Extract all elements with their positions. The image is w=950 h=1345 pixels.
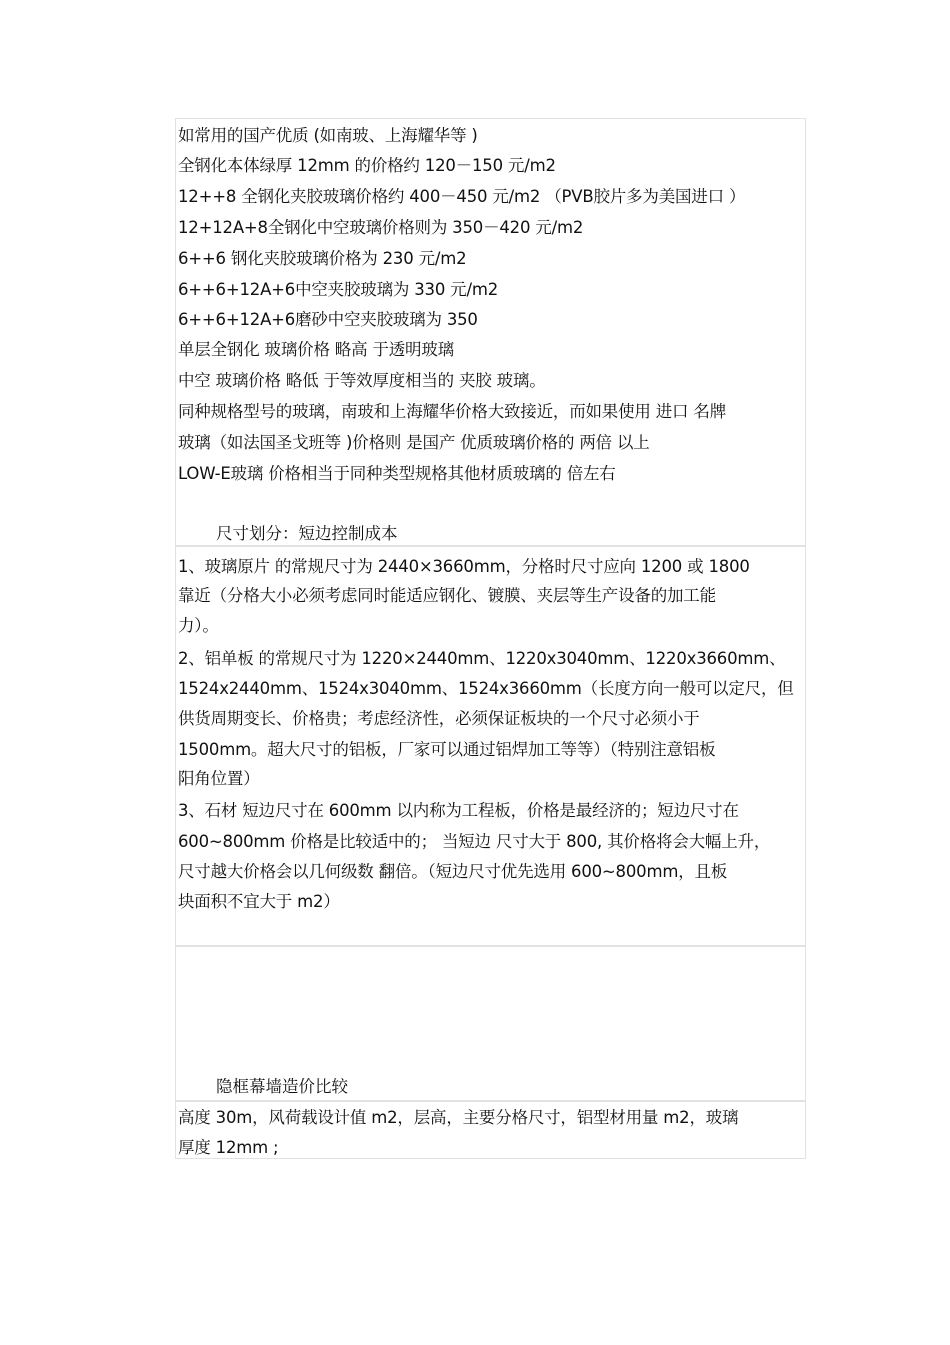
price-line-6: 6++6+12A+6中空夹胶玻璃为 330 元/m2 <box>178 280 498 299</box>
size-line-8: 阳角位置） <box>178 769 260 788</box>
hidden-frame-line-2: 厚度 12mm ; <box>178 1138 279 1157</box>
size-line-1: 1、玻璃原片 的常规尺寸为 2440×3660mm，分格时尺寸应向 1200 或 1800 <box>178 557 750 576</box>
hidden-frame-line-1: 高度 30m，风荷载设计值 m2，层高，主要分格尺寸，铝型材用量 m2，玻璃 <box>178 1108 739 1127</box>
hidden-frame-heading: 隐框幕墙造价比较 <box>216 1077 348 1096</box>
size-line-12: 块面积不宜大于 m2） <box>178 892 340 911</box>
size-line-2: 靠近（分格大小必须考虑同时能适应钢化、镀膜、夹层等生产设备的加工能 <box>178 586 716 605</box>
price-line-2: 全钢化本体绿厚 12mm 的价格约 120－150 元/m2 <box>178 156 556 175</box>
price-line-1: 如常用的国产优质 (如南玻、上海耀华等 ) <box>178 126 478 145</box>
size-line-11: 尺寸越大价格会以几何级数 翻倍。（短边尺寸优先选用 600~800mm，且板 <box>178 862 728 881</box>
size-section-heading: 尺寸划分：短边控制成本 <box>216 524 398 543</box>
size-line-3: 力）。 <box>178 616 219 635</box>
price-line-3: 12++8 全钢化夹胶玻璃价格约 400－450 元/m2 （PVB胶片多为美国进口 ） <box>178 187 746 206</box>
size-line-6: 供货周期变长、价格贵；考虑经济性，必须保证板块的一个尺寸必须小于 <box>178 709 700 728</box>
price-line-10: 同种规格型号的玻璃，南玻和上海耀华价格大致接近，而如果使用 进口 名牌 <box>178 402 726 421</box>
size-line-9: 3、石材 短边尺寸在 600mm 以内称为工程板，价格是最经济的；短边尺寸在 <box>178 801 739 820</box>
price-line-7: 6++6+12A+6磨砂中空夹胶玻璃为 350 <box>178 310 478 329</box>
price-line-12: LOW-E玻璃 价格相当于同种类型规格其他材质玻璃的 倍左右 <box>178 464 616 483</box>
size-line-7: 1500mm。超大尺寸的铝板，厂家可以通过铝焊加工等等）（特别注意铝板 <box>178 740 716 759</box>
price-line-8: 单层全钢化 玻璃价格 略高 于透明玻璃 <box>178 340 454 359</box>
price-line-5: 6++6 钢化夹胶玻璃价格为 230 元/m2 <box>178 249 467 268</box>
price-line-9: 中空 玻璃价格 略低 于等效厚度相当的 夹胶 玻璃。 <box>178 371 546 390</box>
size-line-4: 2、铝单板 的常规尺寸为 1220×2440mm、1220x3040mm、1220x3660mm、 <box>178 649 786 668</box>
size-line-5: 1524x2440mm、1524x3040mm、1524x3660mm（长度方向一般可以定尺，但 <box>178 679 794 698</box>
size-line-10: 600~800mm 价格是比较适中的； 当短边 尺寸大于 800, 其价格将会大幅上升， <box>178 832 771 851</box>
price-line-11: 玻璃（如法国圣戈班等 )价格则 是国产 优质玻璃价格的 两倍 以上 <box>178 433 650 452</box>
price-line-4: 12+12A+8全钢化中空玻璃价格则为 350－420 元/m2 <box>178 218 584 237</box>
